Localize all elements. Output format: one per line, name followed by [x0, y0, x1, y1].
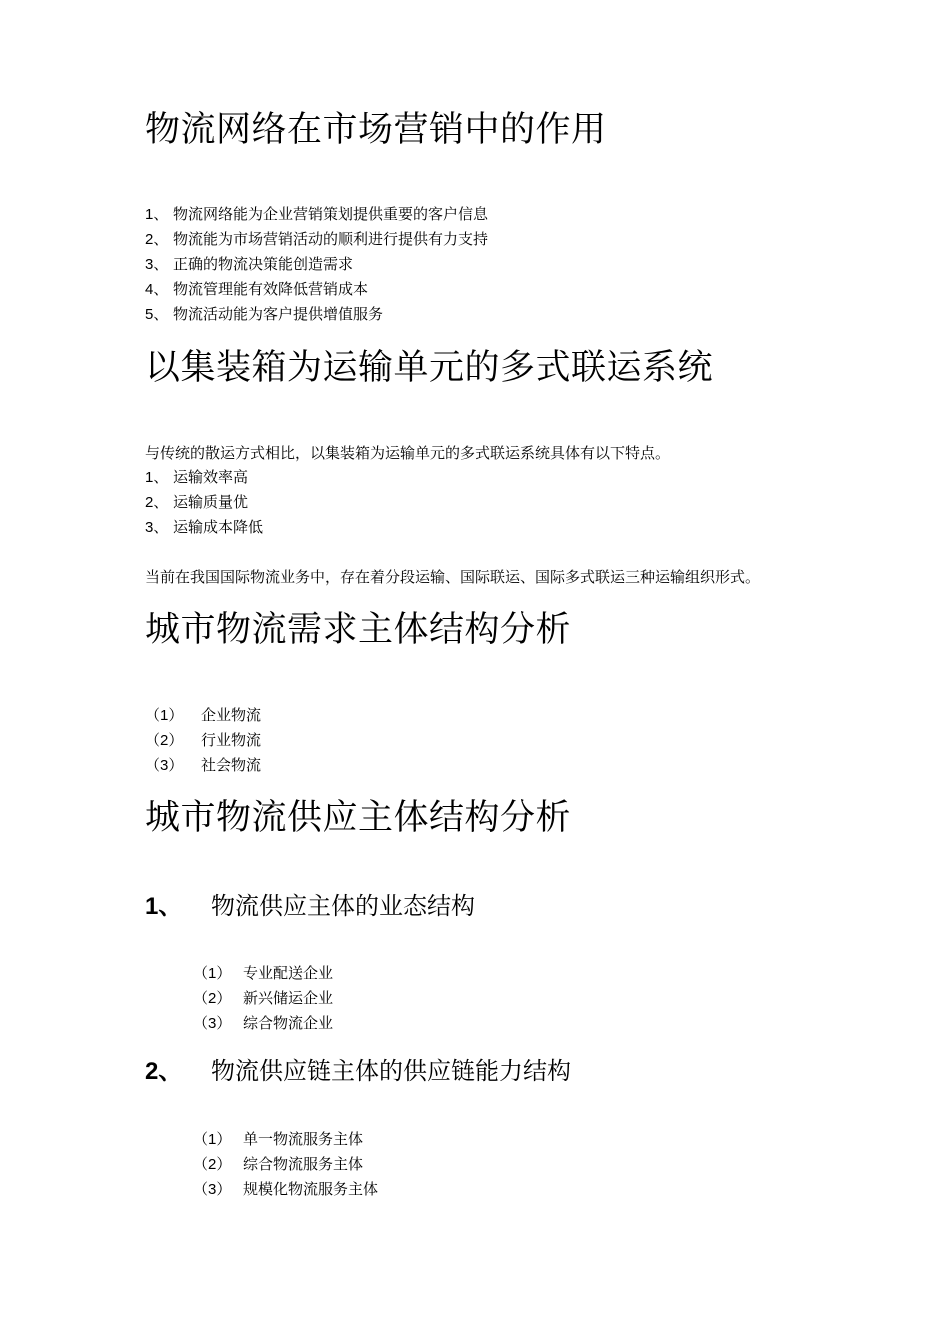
- section-heading: 城市物流供应主体结构分析: [145, 798, 572, 838]
- list-item: [145, 492, 248, 513]
- list-item: [145, 755, 261, 776]
- list-text: 物流网络能为企业营销策划提供重要的客户信息: [173, 205, 489, 223]
- list-item: [145, 204, 488, 225]
- list-text: 企业物流: [201, 706, 262, 724]
- list-text: 规模化物流服务主体: [243, 1180, 379, 1198]
- list-number: （2）: [193, 990, 232, 1007]
- list-number: 3、: [145, 519, 169, 536]
- subsection-number: 2、: [145, 1058, 183, 1085]
- subsection-heading: [145, 892, 475, 921]
- list-item: [145, 730, 261, 751]
- list-number: （3）: [145, 757, 184, 774]
- list-number: （2）: [145, 732, 184, 749]
- subsection-title: 物流供应链主体的供应链能力结构: [211, 1057, 571, 1085]
- list-item: [145, 304, 383, 325]
- list-number: 5、: [145, 306, 169, 323]
- list-text: 专业配送企业: [243, 964, 334, 982]
- section-heading: 物流网络在市场营销中的作用: [145, 110, 607, 150]
- list-text: 物流能为市场营销活动的顺利进行提供有力支持: [173, 230, 489, 248]
- subsection-heading: [145, 1057, 571, 1086]
- list-item: [193, 988, 333, 1009]
- paragraph: 与传统的散运方式相比，以集装箱为运输单元的多式联运系统具体有以下特点。: [145, 444, 671, 462]
- list-number: （1）: [193, 965, 232, 982]
- list-number: （1）: [145, 707, 184, 724]
- subsection-title: 物流供应主体的业态结构: [211, 892, 475, 920]
- list-item: [145, 279, 368, 300]
- list-item: [145, 229, 488, 250]
- list-number: （3）: [193, 1181, 232, 1198]
- list-item: [145, 254, 353, 275]
- list-text: 物流活动能为客户提供增值服务: [173, 305, 384, 323]
- list-item: [193, 963, 333, 984]
- list-text: 行业物流: [201, 731, 262, 749]
- list-text: 综合物流服务主体: [243, 1155, 364, 1173]
- list-number: 3、: [145, 256, 169, 273]
- section-heading: 城市物流需求主体结构分析: [145, 610, 572, 650]
- list-number: （3）: [193, 1015, 232, 1032]
- list-item: [145, 467, 248, 488]
- list-number: 1、: [145, 469, 169, 486]
- paragraph: 当前在我国国际物流业务中，存在着分段运输、国际联运、国际多式联运三种运输组织形式。: [145, 568, 761, 586]
- list-item: [145, 517, 263, 538]
- list-number: 2、: [145, 494, 169, 511]
- section-heading: 以集装箱为运输单元的多式联运系统: [145, 348, 714, 388]
- list-text: 运输成本降低: [173, 518, 264, 536]
- list-item: [145, 705, 261, 726]
- list-number: 4、: [145, 281, 169, 298]
- list-number: （2）: [193, 1156, 232, 1173]
- list-text: 正确的物流决策能创造需求: [173, 255, 354, 273]
- list-text: 运输质量优: [173, 493, 249, 511]
- list-number: 2、: [145, 231, 169, 248]
- list-text: 物流管理能有效降低营销成本: [173, 280, 369, 298]
- list-item: [193, 1013, 333, 1034]
- list-item: [193, 1129, 363, 1150]
- list-number: （1）: [193, 1131, 232, 1148]
- list-text: 运输效率高: [173, 468, 249, 486]
- list-number: 1、: [145, 206, 169, 223]
- list-text: 综合物流企业: [243, 1014, 334, 1032]
- list-text: 社会物流: [201, 756, 262, 774]
- list-item: [193, 1179, 378, 1200]
- list-item: [193, 1154, 363, 1175]
- list-text: 新兴储运企业: [243, 989, 334, 1007]
- list-text: 单一物流服务主体: [243, 1130, 364, 1148]
- subsection-number: 1、: [145, 893, 183, 920]
